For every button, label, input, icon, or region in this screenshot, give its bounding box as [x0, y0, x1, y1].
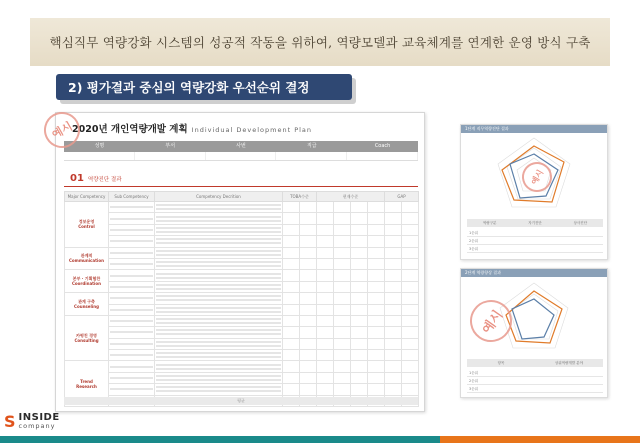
- priority-list: [467, 229, 603, 253]
- card-title: 1단계 직무역량진단 결과: [461, 125, 607, 133]
- section-header: [56, 74, 352, 100]
- th-sub: Sub Competency: [109, 192, 155, 202]
- competency-table: [64, 191, 419, 407]
- table-row: [65, 372, 419, 383]
- table-row: [65, 270, 419, 281]
- competency-cell: 관계 구축 Counseling: [65, 293, 109, 316]
- bottom-stripe: [0, 436, 640, 443]
- header-col: Coach: [374, 143, 391, 149]
- header-value: [135, 152, 206, 160]
- development-plan-document: [55, 112, 425, 412]
- table-footer: 평균: [64, 397, 418, 405]
- sample-stamp: 예시: [462, 292, 520, 350]
- competency-cell: 카펑친 경영 Consulting: [65, 315, 109, 361]
- card-title: 2단계 역량향상 결과: [461, 269, 607, 277]
- table-row: [65, 281, 419, 292]
- table-row: [65, 213, 419, 224]
- doc-title-en: Individual Development Plan: [191, 126, 313, 134]
- header-value: [276, 152, 347, 160]
- table-row: [65, 315, 419, 326]
- divider: [64, 186, 418, 187]
- section-label: 역량진단 결과: [87, 177, 122, 183]
- stripe-teal: [0, 436, 440, 443]
- header-value: [206, 152, 277, 160]
- table-row: [65, 202, 419, 213]
- list-item: 3순위: [467, 245, 603, 253]
- competency-cell: 정보운영 Control: [65, 202, 109, 248]
- priority-list: [467, 369, 603, 393]
- table-row: [65, 361, 419, 372]
- th-toba: TOBA수준: [283, 192, 317, 202]
- card-legend: 역량구분 자기진단 상사진단: [467, 219, 603, 227]
- doc-title: [72, 121, 312, 135]
- logo-word: company: [18, 421, 56, 430]
- section-title: 2) 평가결과 중심의 역량강화 우선순위 결정: [68, 80, 310, 95]
- th-gap: GAP: [385, 192, 419, 202]
- logo-words: [18, 411, 60, 430]
- list-item: 2순위: [467, 237, 603, 245]
- table-row: [65, 384, 419, 395]
- th-current: 현재수준: [317, 192, 385, 202]
- list-item: 3순위: [467, 385, 603, 393]
- table-row: [65, 224, 419, 235]
- logo-mark: S: [4, 412, 16, 431]
- doc-title-ko: 2020년 개인역량개발 계획: [72, 124, 188, 135]
- competency-cell: Trend Research: [65, 361, 109, 407]
- section-01: [70, 173, 122, 184]
- list-item: 2순위: [467, 377, 603, 385]
- sample-stamp: 예시: [37, 105, 86, 154]
- top-banner: [30, 18, 610, 66]
- table-row: [65, 304, 419, 315]
- table-row: [65, 327, 419, 338]
- competency-cell: 본부 · 기획협찬 Coordination: [65, 270, 109, 293]
- header-col: 직급: [306, 143, 317, 149]
- header-value: [347, 152, 418, 160]
- list-item: 1순위: [467, 369, 603, 377]
- doc-header-row: [64, 141, 418, 152]
- list-item: 1순위: [467, 229, 603, 237]
- doc-header-values: [64, 152, 418, 161]
- sample-stamp: 예시: [517, 157, 558, 198]
- header-col: 사번: [236, 143, 246, 149]
- header-value: [64, 152, 135, 160]
- header-col: 부서: [165, 143, 176, 149]
- table-row: [65, 258, 419, 269]
- table-row: [65, 338, 419, 349]
- table-row: [65, 293, 419, 304]
- th-major: Major Competency: [65, 192, 109, 202]
- card-legend: 항목 상위역량개발 분야: [467, 359, 603, 367]
- section-number: 01: [70, 173, 84, 184]
- table-row: [65, 247, 419, 258]
- table-row: [65, 350, 419, 361]
- banner-text: 핵심직무 역량강화 시스템의 성공적 작동을 위하여, 역량모델과 교육체계를 연계한 운영 방식 구축: [49, 35, 591, 50]
- table-row: [65, 236, 419, 247]
- th-desc: Competency Decrition: [155, 192, 283, 202]
- company-logo: [4, 412, 60, 431]
- header-col: 성명: [94, 143, 105, 149]
- logo-word: INSIDE: [18, 411, 60, 423]
- table-header-row: [65, 192, 419, 202]
- competency-cell: 관계적 Communication: [65, 247, 109, 270]
- stripe-orange: [440, 436, 640, 443]
